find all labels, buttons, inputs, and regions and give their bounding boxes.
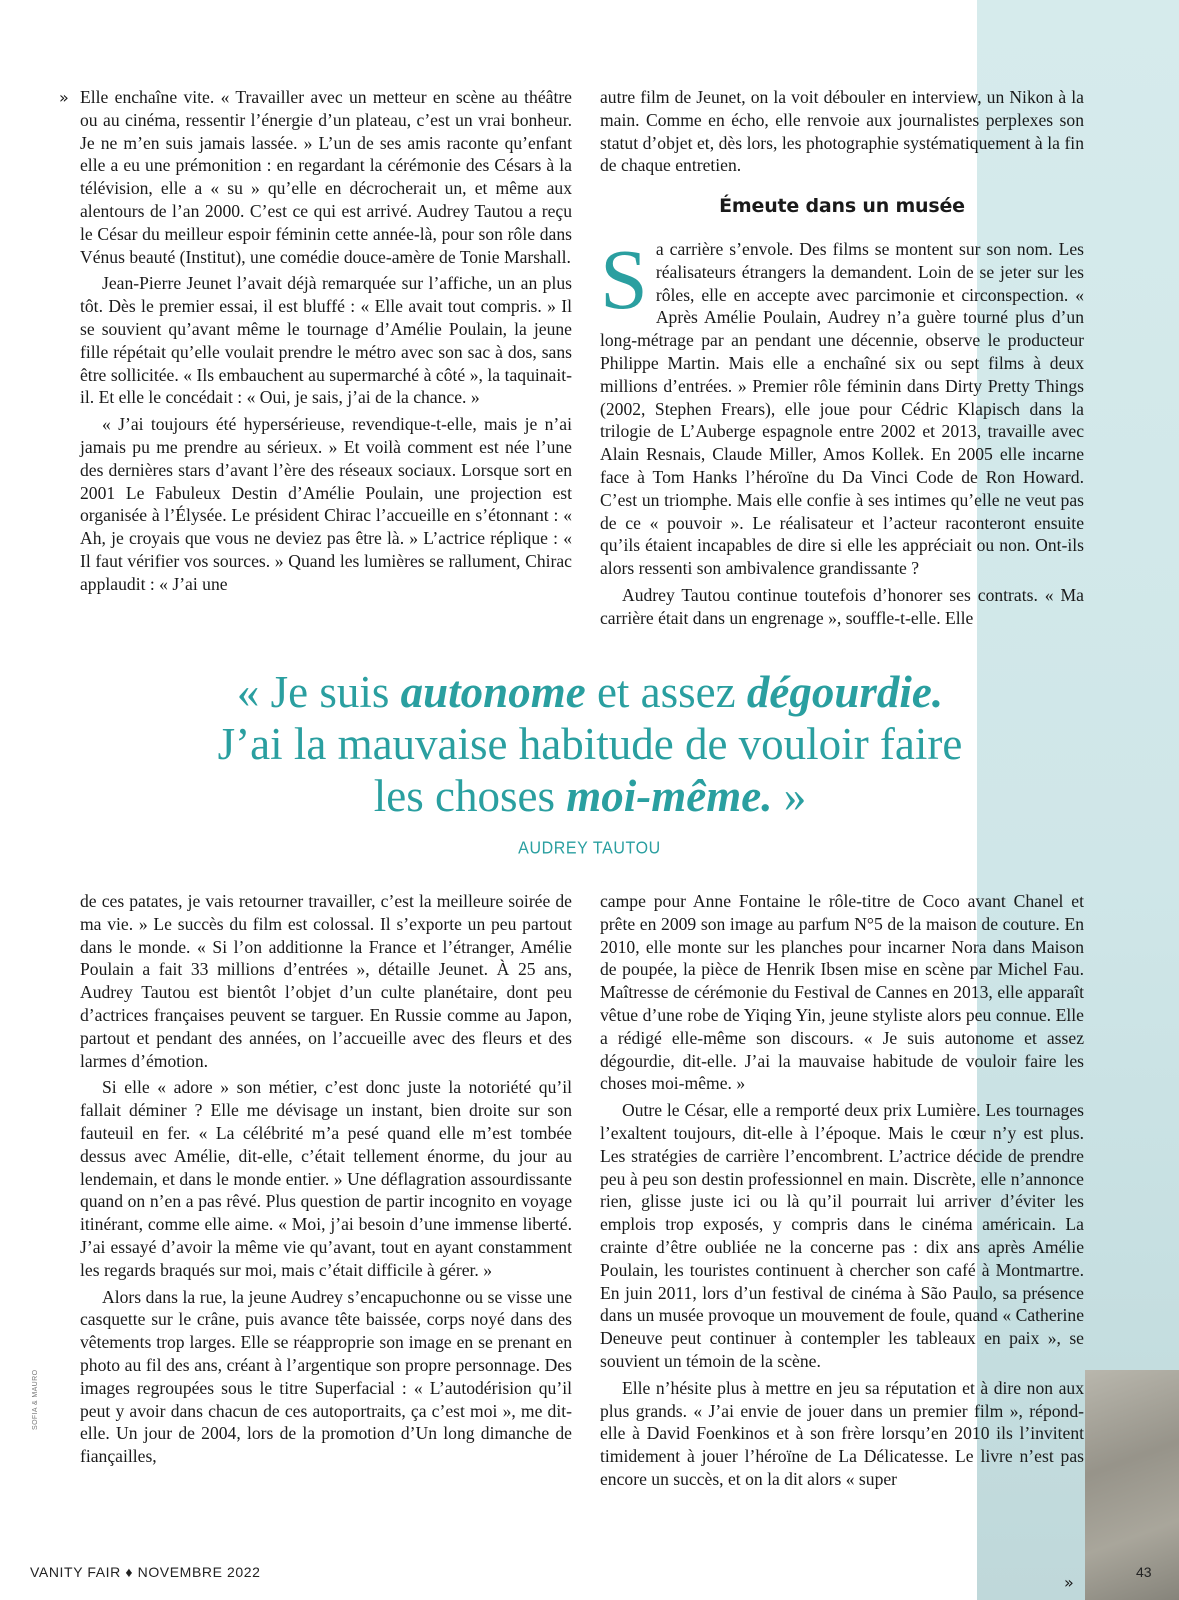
quote-text: les choses — [373, 771, 567, 821]
column-top-left — [80, 86, 572, 600]
footer-publication: VANITY FAIR ♦ NOVEMBRE 2022 — [30, 1564, 261, 1580]
quote-text: » — [772, 771, 807, 821]
paragraph: autre film de Jeunet, on la voit débouler en interview, un Nikon à la main. Comme en écho, elle renvoie aux journalistes perplexes son statut d’objet et, dès lors, les photographie systématiquement à la fin de chaque entretien. — [600, 87, 1084, 176]
paragraph: « J’ai toujours été hypersérieuse, revendique-t-elle, mais je n’ai jamais pu me prendre au sérieux. » Et voilà comment est née l’une des dernières stars d’avant l’ère des réseaux sociaux. Lorsque sort en 2001 Le Fabuleux Destin d’Amélie Poulain, une projection est organisée à l’Élysée. Le président Chirac l’accueille en s’étonnant : « Ah, je croyais que vous ne deviez pas être là. » L’actrice réplique : « Il faut vérifier vos sources. » Quand les lumières se rallument, Chirac applaudit : « J’ai une — [80, 414, 572, 594]
paragraph: Si elle « adore » son métier, c’est donc juste la notoriété qu’il fallait déminer ? Elle me dévisage un instant, bien droite sur son fauteuil en fer. « La célébrité m’a pesé quand elle m’est tombée dessus avec Amélie, dit-elle, c’était tellement énorme, du jour au lendemain, et dans le monde entier. » Une déflagration assourdissante quand on n’en a pas rêvé. Plus question de partir incognito en voyage itinérant, comme elle aime. « Moi, j’ai besoin d’une immense liberté. J’ai essayé d’avoir la même vie qu’avant, tout en ayant constamment les regards braqués sur moi, mais c’était difficile à gérer. » — [80, 1077, 572, 1280]
pull-quote-line-1 — [110, 666, 1070, 718]
column-bottom-left — [80, 890, 572, 1472]
photo-credit: SOFIA & MAURO — [32, 1369, 39, 1430]
pull-quote-line-2: J’ai la mauvaise habitude de vouloir faire — [217, 719, 963, 769]
column-bottom-right — [600, 890, 1084, 1495]
continuation-arrow-out-icon: » — [1064, 1573, 1074, 1592]
pull-quote-author: AUDREY TAUTOU — [518, 839, 661, 858]
paragraph: Elle enchaîne vite. « Travailler avec un metteur en scène au théâtre ou au cinéma, ressentir l’énergie d’un plateau, c’est un vrai bonheur. Je ne m’en suis jamais lassée. » L’un de ses amis raconte qu’enfant elle a eu une prémonition : en regardant la cérémonie des Césars à la télévision, elle a « su » qu’elle en décrocherait un, et même aux alentours de l’an 2000. C’est ce qui est arrivé. Audrey Tautou a reçu le César du meilleur espoir féminin cette année-là, pour son rôle dans Vénus beauté (Institut), une comédie douce-amère de Tonie Marshall. — [80, 87, 572, 267]
section-subheading: Émeute dans un musée — [719, 195, 965, 218]
paragraph: de ces patates, je vais retourner travailler, c’est la meilleure soirée de ma vie. » Le succès du film est colossal. Il s’exporte un peu partout dans le monde. « Si l’on additionne la France et l’étranger, Amélie Poulain a fait 33 millions d’entrées », détaille Jeunet. À 25 ans, Audrey Tautou est bientôt l’objet d’un culte planétaire, dont peu d’actrices françaises peuvent se targuer. En Russie comme au Japon, partout et pendant des années, on l’accueille avec des fleurs et des larmes d’émotion. — [80, 891, 572, 1071]
paragraph: Outre le César, elle a remporté deux prix Lumière. Les tournages l’exaltent toujours, dit-elle à l’époque. Mais le cœur n’y est plus. Les stratégies de carrière l’encombrent. L’actrice décide de prendre peu à peu son destin professionnel en main. Discrète, elle n’annonce rien, glisse juste ici ou là qu’il pourrait lui arriver d’éviter les emplois trop exposés, y compris dans le cinéma américain. La crainte d’être oubliée ne la concerne pas : dix ans après Amélie Poulain, les touristes continuent à chercher son café à Montmartre. En juin 2011, lors d’un festival de cinéma à São Paulo, sa présence dans un musée provoque un mouvement de foule, quand « Catherine Deneuve peut continuer à contempler les tableaux en paix », se souvient un témoin de la scène. — [600, 1100, 1084, 1371]
quote-text: et assez — [585, 667, 747, 717]
paragraph: Elle n’hésite plus à mettre en jeu sa réputation et à dire non aux plus grands. « J’ai envie de jouer dans un premier film », répond-elle à David Foenkinos et à son frère lorsqu’en 2010 ils l’invitent timidement à jouer l’héroïne de La Délicatesse. Le livre n’est pas encore un succès, et on la dit alors « super — [600, 1377, 1084, 1489]
paragraph: Alors dans la rue, la jeune Audrey s’encapuchonne ou se visse une casquette sur le crâne, puis avance tête baissée, corps noyé dans des vêtements trop larges. Elle se réapproprie son image en se prenant en photo au fil des ans, créant à l’argentique son propre personnage. Des images regroupées sous le titre Superfacial : « L’autodérision qu’il peut y avoir dans chacun de ces autoportraits, ça c’est moi », me dit-elle. Un jour de 2004, lors de la promotion d’Un long dimanche de fiançailles, — [80, 1286, 572, 1467]
paragraph: Jean-Pierre Jeunet l’avait déjà remarquée sur l’affiche, un an plus tôt. Dès le premier essai, il est bluffé : « Elle avait tout compris. » Il se souvient qu’avant même le tournage d’Amélie Poulain, la jeune fille répétait qu’elle voulait prendre le métro avec son sac à dos, sans être sollicitée. « Ils embauchent au supermarché à côté », la taquinait-il. Et elle le concédait : « Oui, je sais, j’ai de la chance. » — [80, 273, 572, 408]
pull-quote — [110, 666, 1070, 822]
paragraph: Audrey Tautou continue toutefois d’honorer ses contrats. « Ma carrière était dans un engrenage », souffle-t-elle. Elle — [600, 584, 1084, 628]
paragraph: campe pour Anne Fontaine le rôle-titre de Coco avant Chanel et prête en 2009 son image au parfum N°5 de la maison de couture. En 2010, elle monte sur les planches pour incarner Nora dans Maison de poupée, la pièce de Henrik Ibsen mise en scène par Michel Fau. Maîtresse de cérémonie du Festival de Cannes en 2013, elle apparaît vêtue d’une robe de Yiqing Yin, jeune styliste alors peu connue. Elle a rédigé elle-même son discours. « Je suis autonome et assez dégourdie, dit-elle. J’ai la mauvaise habitude de vouloir faire les choses moi-même. » — [600, 891, 1084, 1094]
column-top-right — [600, 86, 1084, 634]
paragraph-with-dropcap — [600, 230, 1084, 580]
quote-text: « Je suis — [236, 667, 401, 717]
quote-emphasis: dégourdie. — [746, 667, 944, 717]
paragraph-text: a carrière s’envole. Des films se montent sur son nom. Les réalisateurs étrangers la demandent. Loin de se jeter sur les rôles, elle en accepte avec parcimonie et circonspection. « Après Amélie Poulain, Audrey n’a guère tourné plus d’un long-métrage par an pendant une décennie, observe le producteur Philippe Martin. Mais elle a enchaîné six ou sept films à deux millions d’entrées. » Premier rôle féminin dans Dirty Pretty Things (2002, Stephen Frears), elle joue pour Cédric Klapisch dans la trilogie de L’Auberge espagnole entre 2002 et 2013, travaille avec Alain Resnais, Claude Miller, Amos Kollek. En 2005 elle incarne face à Tom Hanks l’héroïne du Da Vinci Code de Ron Howard. C’est un triomphe. Mais elle confie à ses intimes qu’elle ne veut pas de ce « pouvoir ». Le réalisateur et l’acteur raconteront ensuite qu’ils étaient incapables de dire si elle les appréciait ou non. Ont-ils alors ressenti son ambivalence grandissante ? — [600, 238, 1084, 579]
continuation-arrow-in-icon: » — [59, 88, 69, 107]
page-number: 43 — [1136, 1564, 1152, 1580]
drop-cap: S — [600, 230, 648, 327]
pull-quote-line-3 — [110, 770, 1070, 822]
quote-emphasis: moi-même. — [566, 771, 773, 821]
quote-emphasis: autonome — [400, 667, 586, 717]
